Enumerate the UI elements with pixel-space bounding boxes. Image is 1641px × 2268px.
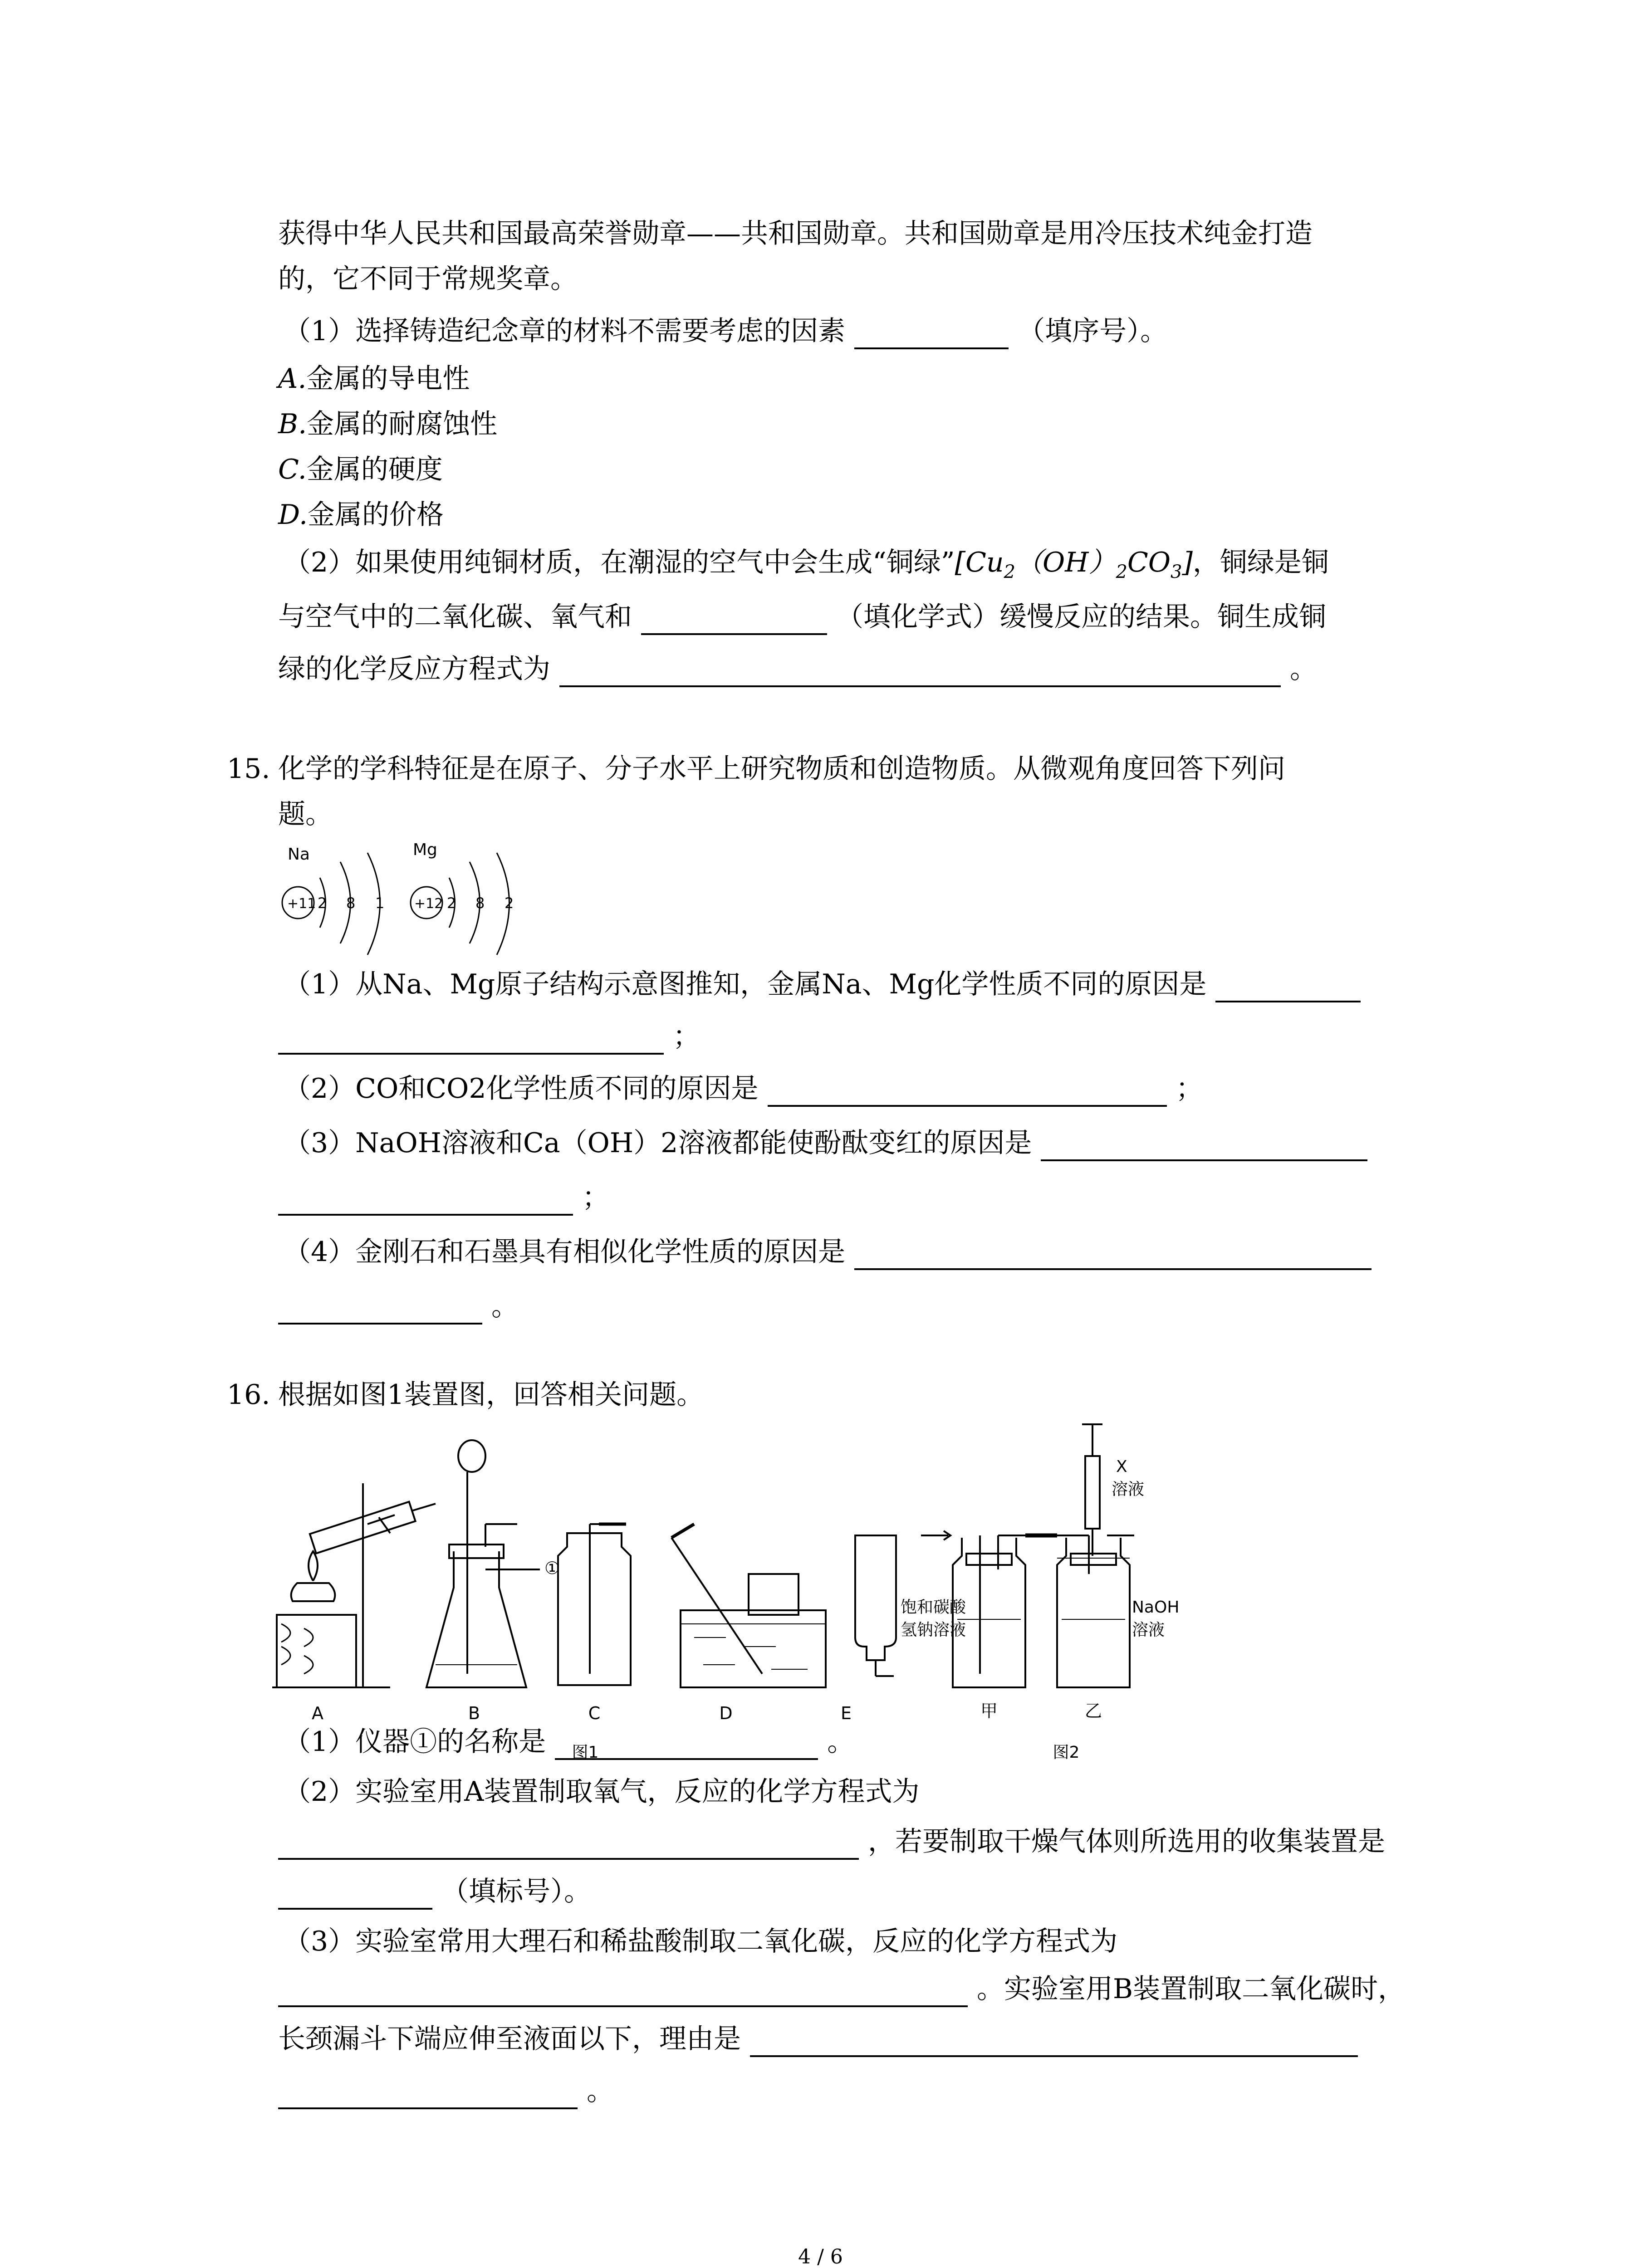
apparatus-yi-bottle [1057, 1538, 1130, 1687]
apparatus-a-lamp [291, 1583, 335, 1601]
q15-part4: （4）金刚石和石墨具有相似化学性质的原因是 [284, 1234, 1381, 1270]
answer-blank[interactable] [1041, 1128, 1367, 1161]
answer-blank[interactable] [854, 316, 1009, 349]
q16-line1: 根据如图1装置图，回答相关问题。 [278, 1379, 704, 1411]
label-b: B [468, 1703, 480, 1723]
label-yi: 乙 [1084, 1701, 1102, 1721]
answer-blank[interactable] [278, 1182, 573, 1216]
apparatus-d-trough [681, 1610, 826, 1687]
na-label: Na [288, 845, 310, 864]
q16-part3-line4: 。 [278, 2073, 614, 2109]
answer-blank[interactable] [750, 2024, 1358, 2057]
answer-blank[interactable] [278, 1021, 664, 1055]
flame-icon [309, 1551, 318, 1581]
answer-blank[interactable] [278, 1974, 968, 2007]
answer-blank[interactable] [278, 1291, 482, 1325]
answer-blank[interactable] [641, 601, 827, 635]
apparatus-a-clamp [367, 1515, 395, 1533]
q16-part2-line2: ，若要制取干燥气体则所选用的收集装置是 [278, 1823, 1385, 1860]
na-shell-e1: 2 [318, 894, 327, 912]
label-naoh: NaOH [1132, 1598, 1180, 1617]
q15-line1: 化学的学科特征是在原子、分子水平上研究物质和创造物质。从微观角度回答下列问 [278, 753, 1285, 785]
mg-label: Mg [413, 841, 437, 859]
q15-line2: 题。 [278, 798, 333, 830]
apparatus-c-bottle [558, 1533, 631, 1685]
answer-blank[interactable] [555, 1726, 818, 1760]
q15-part1-cont: ； [278, 1018, 700, 1055]
q16-part3: （3）实验室常用大理石和稀盐酸制取二氧化碳，反应的化学方程式为 [284, 1926, 1118, 1957]
option-b: B.金属的耐腐蚀性 [278, 408, 498, 440]
na-nucleus: +11 [287, 896, 316, 912]
label-a: A [312, 1703, 323, 1723]
mg-shell-e2: 8 [475, 894, 485, 912]
label-circle-1: ① [544, 1558, 560, 1578]
q15-part4-cont: 。 [278, 1288, 519, 1325]
q14-part1: （1）选择铸造纪念章的材料不需要考虑的因素 （填序号）。 [284, 313, 1167, 349]
figure-2-caption: 图2 [1053, 1743, 1080, 1762]
q16-part2: （2）实验室用A装置制取氧气，反应的化学方程式为 [284, 1776, 920, 1808]
q15-part2: （2）CO和CO2化学性质不同的原因是 ； [284, 1070, 1203, 1107]
figure-1-caption: 图1 [572, 1743, 599, 1762]
label-saturated-1: 饱和碳酸 [901, 1598, 966, 1617]
label-saturated-2: 氢钠溶液 [901, 1621, 966, 1639]
option-c: C.金属的硬度 [278, 454, 443, 485]
mg-nucleus: +12 [414, 896, 443, 912]
apparatus-syringe [1085, 1456, 1100, 1529]
answer-blank[interactable] [768, 1073, 1167, 1107]
q14-part2-line3: 绿的化学反应方程式为 。 [278, 651, 1317, 687]
answer-blank[interactable] [854, 1237, 1372, 1270]
q16-part2-line3: （填标号）。 [278, 1873, 591, 1910]
q16-part3-line2: 。实验室用B装置制取二氧化碳时， [278, 1971, 1405, 2007]
apparatus-b-funnel [458, 1440, 485, 1472]
label-d: D [719, 1703, 733, 1723]
option-a: A.金属的导电性 [278, 363, 470, 395]
label-c: C [588, 1703, 601, 1723]
intro-line-1: 获得中华人民共和国最高荣誉勋章——共和国勋章。共和国勋章是用冷压技术纯金打造 [278, 218, 1313, 249]
label-jia: 甲 [980, 1701, 998, 1721]
q14-part2-line2: 与空气中的二氧化碳、氧气和 （填化学式）缓慢反应的结果。铜生成铜 [278, 599, 1326, 635]
q16-part1: （1）仪器①的名称是 。 [284, 1724, 854, 1760]
na-shell-e2: 8 [346, 894, 356, 912]
intro-line-2: 的，它不同于常规奖章。 [278, 263, 578, 295]
apparatus-b-flask [426, 1551, 526, 1687]
label-e: E [840, 1703, 852, 1723]
answer-blank[interactable] [278, 2076, 578, 2109]
label-x-solution: 溶液 [1112, 1480, 1145, 1499]
answer-blank[interactable] [559, 654, 1281, 687]
q14-part2-line1: （2）如果使用纯铜材质，在潮湿的空气中会生成“铜绿$”[Cu_2(OH)_2CO_3]$，铜绿是铜 [284, 547, 1329, 582]
option-d: D.金属的价格 [278, 499, 444, 531]
label-x: X [1116, 1457, 1127, 1476]
atom-structure-diagram [272, 835, 563, 984]
answer-blank[interactable] [278, 1876, 432, 1910]
mg-shell-e3: 2 [505, 894, 514, 912]
label-naoh-solution: 溶液 [1132, 1621, 1165, 1639]
answer-blank[interactable] [278, 1826, 859, 1860]
q15-part3-cont: ； [278, 1179, 609, 1216]
answer-blank[interactable] [1215, 969, 1361, 1002]
apparatus-e-bottle [855, 1535, 896, 1660]
mg-shell-e1: 2 [447, 894, 456, 912]
na-shell-e3: 1 [375, 894, 385, 912]
page-number: 4 / 6 [798, 2245, 843, 2268]
q15-number: 15. [227, 753, 270, 785]
q15-part1: （1）从Na、Mg原子结构示意图推知，金属Na、Mg化学性质不同的原因是 [284, 966, 1370, 1002]
apparatus-d-gas-jar [749, 1574, 798, 1615]
q16-part3-line3: 长颈漏斗下端应伸至液面以下，理由是 [278, 2021, 1367, 2057]
q15-part3: （3）NaOH溶液和Ca（OH）2溶液都能使酚酞变红的原因是 [284, 1125, 1376, 1161]
formula-copper-green: $[Cu_2(OH)_2CO_3]$ [955, 547, 1193, 582]
q16-number: 16. [227, 1379, 270, 1411]
